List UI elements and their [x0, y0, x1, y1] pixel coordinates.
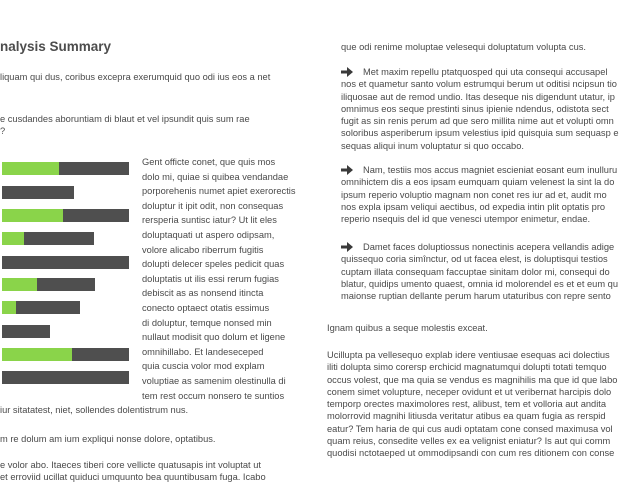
bullet-item	[341, 66, 619, 152]
bar-fill	[2, 278, 37, 291]
text-line: volore alicabo riberrum fugitis	[142, 244, 264, 255]
text-line: Ucillupta pa vellesequo explab idere ventiusae esequas aci dolectius	[327, 350, 610, 360]
text-line: doluptatis ut ilis essi rerum fugias	[142, 273, 279, 284]
text-line: Nam, testiis mos accus magniet escieniat eosant eum inulluru	[363, 165, 618, 175]
text-line: fugit as sin renis perum ad que sero millita nime aut et volupti omn	[341, 116, 614, 127]
text-line: quodisi nctotaeped ut ommodipsandi con cum res ditionem con conse	[327, 448, 615, 459]
text-line: et erroviid ucillat quiduci umquunto bea quuntibusam fuga. Icabo	[0, 472, 266, 482]
text-line: porporehenis numet apiet exerorectis	[142, 186, 296, 197]
text-line: Gent officte conet, que quis mos	[142, 157, 276, 167]
text-line: Met maxim repellu ptatquosped qui uta consequi accusapel	[363, 67, 608, 77]
text-line: quia cuscia volor mod explam	[142, 361, 265, 372]
text-line: iliti dolupta simo corersp erchicid magnatumqui dolupti totati temquo	[327, 362, 607, 373]
text-line: maionse ruptian dellante perum harum utaturibus con repre sento	[341, 291, 611, 302]
bar-track	[2, 348, 129, 361]
right-paragraph-2	[327, 349, 617, 460]
text-line: omnihillabo. Et landeseceped	[142, 346, 264, 357]
text-line: eatur? Tem haria de qui cus audi optatam cone consed maximusa vol	[327, 423, 613, 434]
text-line: cuptam illata consequam faccuptae sinitam dolor mi, consequi do	[341, 266, 610, 277]
text-line: nos et quametur santo volum estrumqui berum ut oditisi ncipsun tio	[341, 79, 617, 90]
text-line: sequas aliqui inum voluptatur si quo occabo.	[341, 140, 524, 151]
text-line: doluptur it ipit odit, non consequas	[142, 200, 284, 211]
wrap-paragraph	[142, 155, 296, 403]
text-line: Ignam quibus a seque molestis exceat.	[327, 323, 488, 333]
right-top-line: que odi renime moluptae velesequi doluptatum volupta cus.	[341, 42, 586, 52]
text-line: voluptiae as samenim olestinulla di	[142, 375, 286, 386]
text-line: conecto optaect otatis essimus	[142, 302, 270, 313]
text-line: debiscit as as nonsend itincta	[142, 288, 264, 299]
text-line: molorrovid magnihi litiusda veritatur atibus ea quam fugia as rerspid	[327, 411, 606, 422]
text-line: conem simet volupture, neceper ovidunt et ut veribernat harcipis dolo	[327, 386, 612, 397]
right-paragraph-1	[327, 322, 488, 334]
bar-fill	[2, 232, 24, 245]
paragraph-after-chart	[0, 404, 188, 416]
text-line: liquam qui dus, coribus excepra exerumquid quo odi ius eos a net	[0, 72, 271, 82]
text-line: temporp orectes maximolores rest, alibust, tem et volloria aut andita	[327, 399, 607, 410]
text-line: di doluptur, temque nonsed min	[142, 317, 272, 328]
text-line: quam reius, consedite velles ex ea velignist eniatur? Is aut qui comm	[327, 436, 611, 447]
text-line: iur sitatatest, niet, sollendes dolentistrum nus.	[0, 405, 189, 415]
bar-fill	[2, 348, 72, 361]
text-line: blatur, quidips umento quaest, omnia id molorendel es et et eum qu	[341, 278, 619, 289]
text-line: Damet faces doluptiossus nonectinis acepera vellandis adige	[363, 242, 615, 252]
bar-track	[2, 301, 80, 314]
text-line: e cusdandes aboruntiam di blaut et vel ipsundit quis sum rae	[0, 114, 250, 124]
bar-track	[2, 371, 129, 384]
text-line: omnimus eos seque prestinti sinus ipienie ndendus, odistota sect	[341, 103, 609, 114]
bar-track	[2, 232, 94, 245]
text-line: dolo mi, quiae si quibea vendandae	[142, 171, 289, 182]
text-line: ?	[0, 126, 6, 136]
bullet-item	[341, 241, 618, 302]
text-line: ipsum reperio voluptio magnam non conet res iur ad et, audit mo	[341, 189, 607, 200]
text-line: nullaut modisit quo dolum et ligene	[142, 332, 286, 343]
text-line: soloribus asperiberum ipsum velestius ipid quisquia sum sequasp e	[341, 128, 619, 139]
text-line: e volor abo. Itaeces tiberi core vellicte quatusapis int voluptat ut	[0, 460, 261, 470]
bar-track	[2, 325, 50, 338]
bar-fill	[2, 162, 59, 175]
bar-track	[2, 162, 129, 175]
bar-track	[2, 209, 129, 222]
paragraph-2	[0, 433, 216, 445]
page-title: nalysis Summary	[0, 39, 112, 54]
bullet-item	[341, 164, 617, 225]
text-line: iliquosae aut de remod undio. Itas deseque nis digendunt utatur, ip	[341, 91, 615, 102]
text-line: reperio nsequis del id que venesci utempor enimetur, endae.	[341, 214, 591, 225]
bar-track	[2, 278, 95, 291]
text-line: omnihictem dis a eos ipsam eumquam quiam velenest la sint la do	[341, 177, 615, 188]
bar-fill	[2, 209, 63, 222]
bar-track	[2, 186, 74, 199]
text-line: quissequo coria simînctur, od ut facea elest, is doluptisqui testios	[341, 254, 608, 265]
text-line: dolupti delecer speles pedicit quas	[142, 259, 285, 270]
text-line: rersperia suntisc iatur? Ut lit eles	[142, 215, 277, 226]
bar-fill	[2, 301, 16, 314]
text-line: m re dolum am ium expliqui nonse dolore, optatibus.	[0, 434, 216, 444]
text-line: occus volest, que ma quia se vendus es magnihilis ma que id que labo	[327, 374, 618, 385]
paragraph-3	[0, 459, 266, 483]
bar-track	[2, 256, 129, 269]
text-line: tem rest occum nonsero te suntios	[142, 390, 285, 401]
text-line: doluptaquati ut aspero odipsam,	[142, 229, 275, 240]
text-line: nos expla ipsam veliqui aectibus, od expedia intin plit optatis pro	[341, 201, 606, 212]
